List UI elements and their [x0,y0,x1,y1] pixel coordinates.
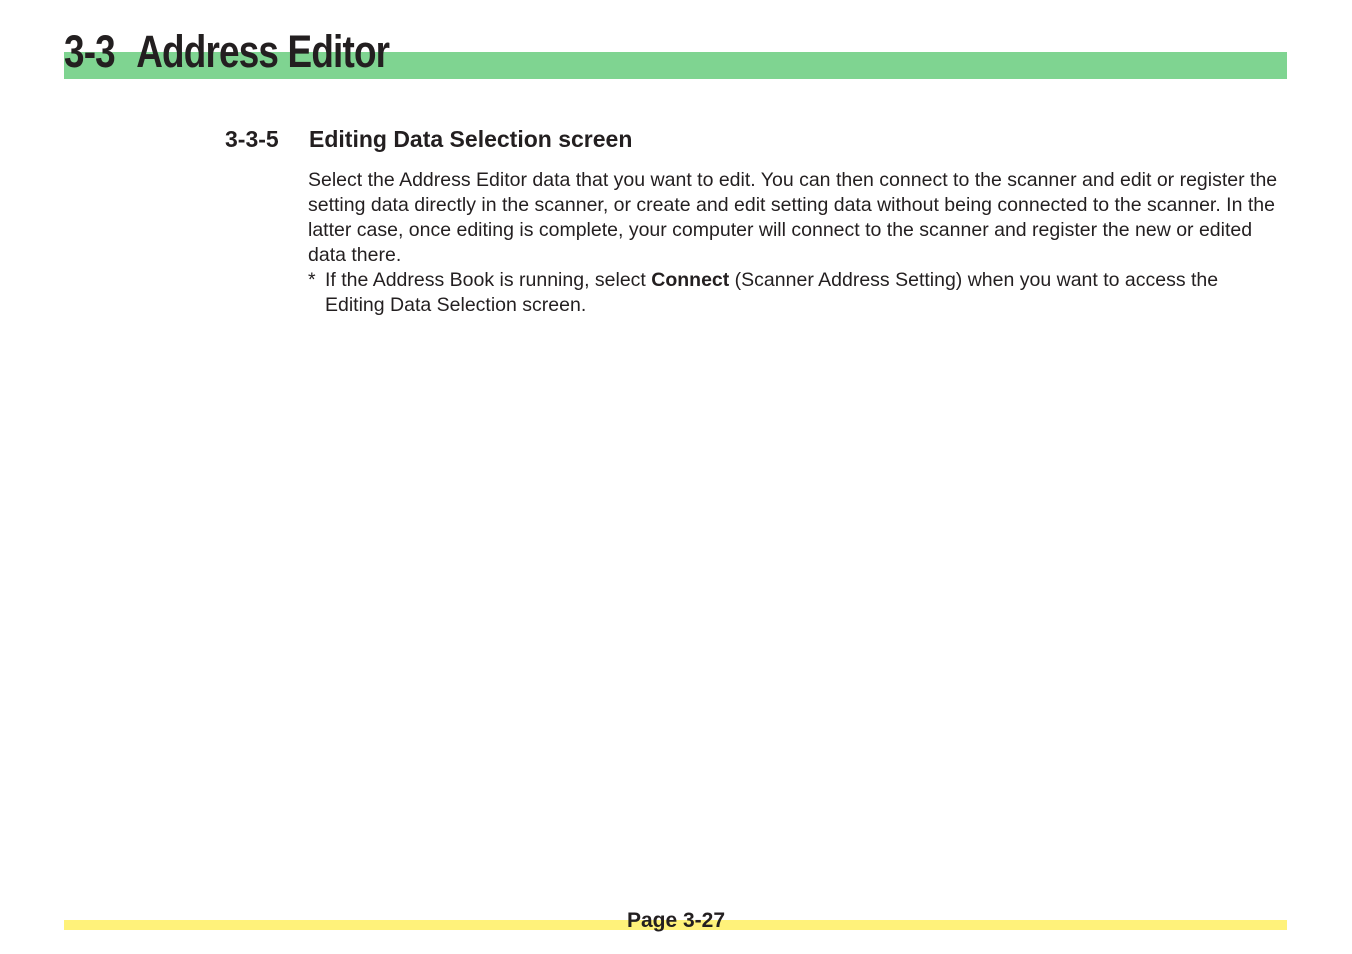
chapter-title-text: Address Editor [136,26,390,77]
note-text-after: (Scanner Address Setting) when you want to access the Editing Data Selection screen. [325,269,1219,316]
page-number: Page 3-27 [626,909,726,932]
chapter-title [64,24,389,80]
note [308,268,1278,318]
note-text-before: If the Address Book is running, select [325,269,652,291]
chapter-number: 3-3 [64,26,115,77]
section-heading [225,124,632,154]
body-paragraph: Select the Address Editor data that you want to edit. You can then connect to the scanner and edit or register the setting data directly in the scanner, or create and edit setting data without being connected to the scanner. In the latter case, once editing is complete, your computer will connect to the scanner and register the new or edited data there. [308,169,1278,266]
section-number: 3-3-5 [225,126,279,152]
note-bold-text: Connect [651,269,730,291]
section-title: Editing Data Selection screen [309,126,633,152]
note-marker: * [308,269,316,291]
